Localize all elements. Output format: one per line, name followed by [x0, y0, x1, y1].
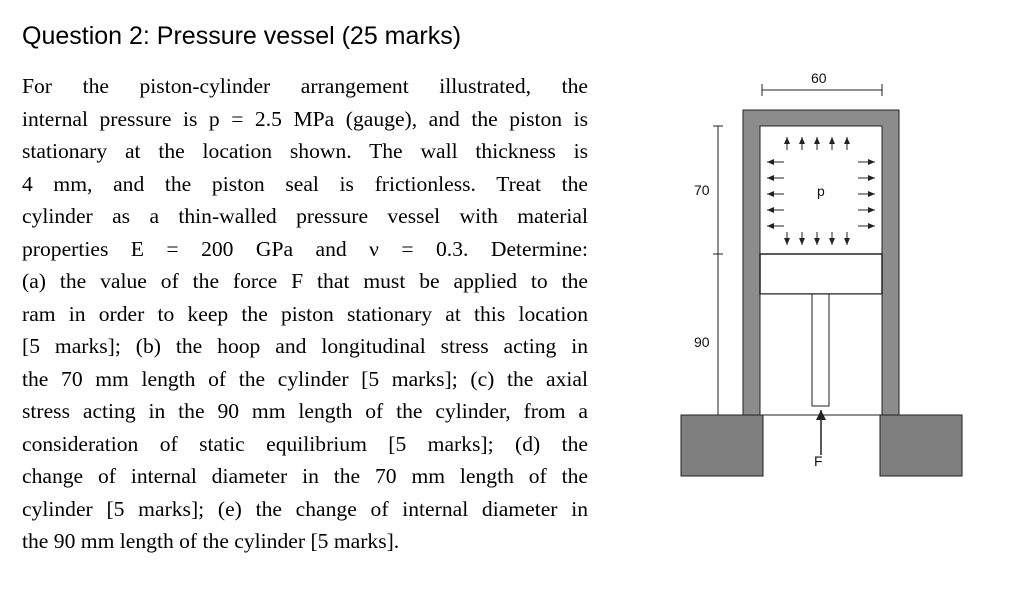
- body-line: the 90 mm length of the cylinder [5 marks].: [22, 529, 400, 553]
- piston: [760, 254, 882, 294]
- body-line: properties E = 200 GPa and ν = 0.3. Determine:: [22, 236, 588, 261]
- body-line: ram in order to keep the piston stationary at this location: [22, 301, 588, 326]
- body-line: [5 marks]; (b) the hoop and longitudinal stress acting in: [22, 334, 588, 358]
- body-line: For the piston-cylinder arrangement illustrated, the: [22, 74, 588, 98]
- body-line: stationary at the location shown. The wall thickness is: [22, 139, 588, 163]
- dimension-vertical: [713, 126, 723, 415]
- ground-left: [681, 415, 763, 476]
- body-line: cylinder [5 marks]; (e) the change of internal diameter in: [22, 496, 588, 521]
- body-line: the 70 mm length of the cylinder [5 marks]; (c) the axial: [22, 366, 588, 391]
- body-line: 4 mm, and the piston seal is frictionless. Treat the: [22, 171, 588, 196]
- body-line: stress acting in the 90 mm length of the cylinder, from a: [22, 399, 588, 423]
- ram: [812, 294, 829, 406]
- dimension-upper-label: 70: [694, 182, 710, 198]
- body-line: change of internal diameter in the 70 mm length of the: [22, 464, 588, 488]
- ground-right: [880, 415, 962, 476]
- dimension-lower-label: 90: [694, 334, 710, 350]
- body-line: consideration of static equilibrium [5 marks]; (d) the: [22, 431, 588, 456]
- force-label: F: [814, 453, 823, 469]
- body-line: internal pressure is p = 2.5 MPa (gauge), and the piston is: [22, 106, 588, 131]
- dimension-width-label: 60: [811, 70, 827, 86]
- pressure-label: p: [817, 183, 825, 199]
- body-line: cylinder as a thin-walled pressure vessel with material: [22, 204, 588, 228]
- question-title: Question 2: Pressure vessel (25 marks): [22, 22, 462, 50]
- body-line: (a) the value of the force F that must be applied to the: [22, 269, 588, 293]
